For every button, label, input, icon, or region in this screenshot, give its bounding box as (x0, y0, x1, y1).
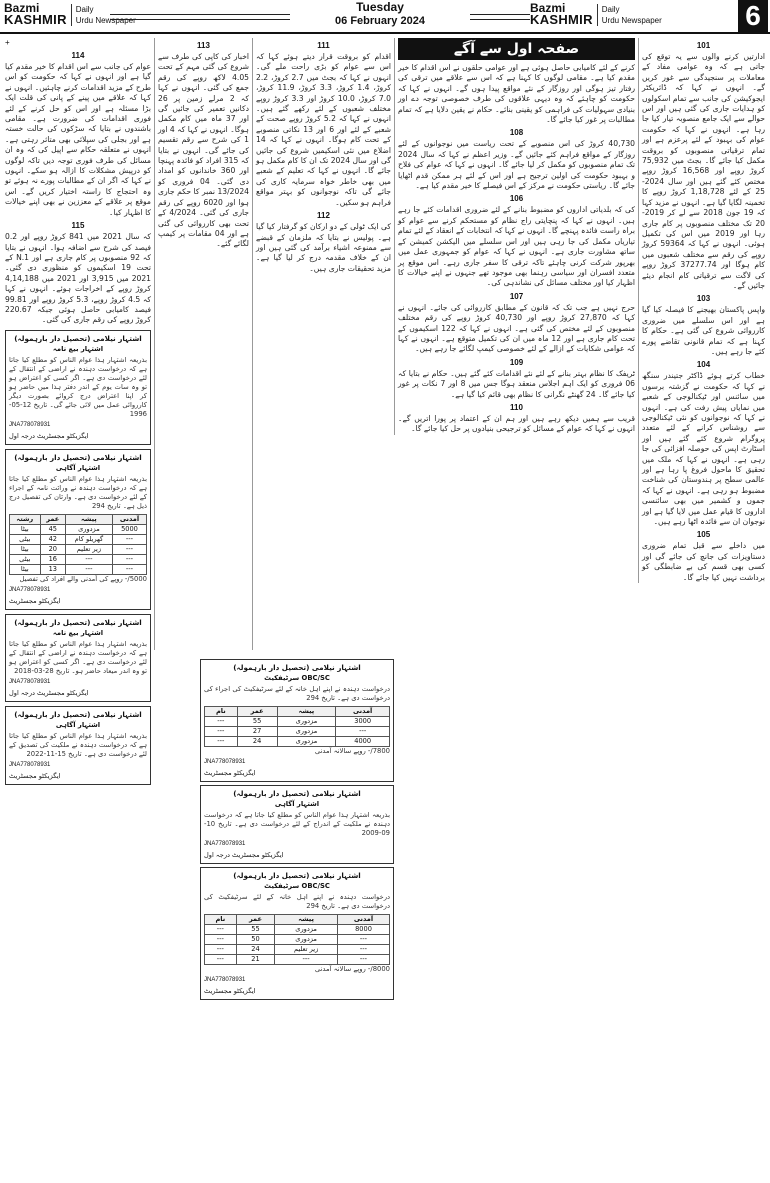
table-header: آمدنی (338, 915, 390, 925)
ad-signature: ایگزیکٹو مجسٹریٹ (9, 771, 61, 780)
table-cell: بیٹی (10, 534, 41, 544)
classified-ad (5, 449, 151, 610)
table-row (205, 945, 390, 955)
ad-subtitle: اشتہار بیع نامہ (52, 628, 104, 637)
story-text: واپس پاکستان بھیجنے کا فیصلہ کیا گیا ہے اور اس سلسلے میں ضروری کارروائی شروع کی گئی ہے۔ حکام کا کہنا ہے کہ تمام قانونی تقاضے پورے کئے جا رہے ہیں۔ (642, 305, 765, 356)
table-cell: --- (205, 727, 238, 737)
table-header: پیشہ (275, 915, 338, 925)
ad-footer: 8000/- روپے سالانہ آمدنی (314, 965, 390, 973)
ad-signature: ایگزیکٹو مجسٹریٹ درجہ اول (9, 431, 89, 440)
table-cell: 4000 (336, 737, 390, 747)
ad-signature: ایگزیکٹو مجسٹریٹ درجہ اول (9, 688, 89, 697)
ad-title: اشتہار نیلامی (تحصیل دار بارہمولہ) (14, 333, 142, 343)
column-5 (638, 38, 768, 583)
header-rule (470, 14, 530, 20)
table-cell: بیٹا (10, 544, 41, 554)
table-cell: 8000 (338, 925, 390, 935)
brand-name-line1: Bazmi (4, 1, 40, 15)
ad-signature: ایگزیکٹو مجسٹریٹ (9, 596, 61, 605)
page-number: 6 (738, 0, 768, 32)
brand-name-line1: Bazmi (530, 1, 566, 15)
classified-ad (5, 330, 151, 445)
section-number: 113 (197, 41, 210, 50)
ad-subtitle: اشتہار آگاہی (274, 800, 320, 808)
brand-tag-line2: Urdu Newspaper (75, 16, 136, 25)
section-number: 106 (509, 194, 524, 204)
ad-body: بذریعہ اشتہار ہذا عوام الناس کو مطلع کیا جاتا ہے کہ درخواست دہندہ نے وراثت نامہ کے اجراء کے لئے درخواست دی ہے۔ وارثان کی تفصیل درج ذیل ہے۔ تاریخ 294 (9, 474, 147, 510)
table-row (10, 534, 147, 544)
ad-title: اشتہار نیلامی (تحصیل دار بارہمولہ) (233, 871, 361, 880)
table-cell: 20 (40, 544, 65, 554)
ad-table (204, 914, 390, 965)
table-cell: --- (205, 935, 237, 945)
ad-title: اشتہار نیلامی (تحصیل دار بارہمولہ) (14, 452, 142, 462)
table-cell: --- (205, 737, 238, 747)
ad-subtitle: اشتہار بیع نامہ (52, 344, 104, 353)
table-cell: بیٹی (10, 554, 41, 564)
ad-title: اشتہار نیلامی (تحصیل دار بارہمولہ) (14, 709, 142, 719)
ad-table (9, 514, 147, 575)
section-number: 103 (696, 294, 711, 304)
table-cell: --- (336, 727, 390, 737)
ad-reference: JNA778078931 (204, 977, 246, 983)
table-cell: 24 (236, 945, 275, 955)
table-cell: --- (65, 564, 112, 574)
table-cell: --- (338, 955, 390, 965)
story-text: کہ سال 2021 میں 841 کروڑ روپے اور 0.2 فیصد کی شرح سے اضافہ ہوا۔ انہوں نے بتایا کہ 92 منصوبوں پر کام جاری ہے اور 1.N کے تحت 19 اسکیموں کو منظوری دی گئی۔ 2021 میں 3,915 اور 2021 میں 4,14,188 کروڑ روپے کے اخراجات ہوئے۔ انہوں نے کہا کہ 4.5 کروڑ روپے، 5.3 کروڑ روپے اور 99.81 فیصد کامیابی حاصل ہوئی جبکہ 220.67 کروڑ روپے کی رقم جاری کی گئی۔ (5, 232, 152, 325)
ad-reference: JNA778078931 (9, 586, 51, 593)
story-text: کی کہ بلدیاتی اداروں کو مضبوط بنانے کے لئے ضروری اقدامات کئے جا رہے ہیں۔ انہوں نے کہا کہ پنچایتی راج نظام کو مستحکم کرنے سے عوام کو براہ راست فائدہ پہنچے گا۔ انہوں نے کہا کہ انتخابات کے انعقاد کے لئے تمام تیاریاں مکمل کی جا رہی ہیں اور اس سلسلے میں الیکشن کمیشن کے ساتھ مشاورت جاری ہے۔ انہوں نے کہا کہ عوام کو جمہوری عمل میں بھرپور شرکت کرنی چاہئے تاکہ ترقی کا سفر جاری رہے۔ اس موقع پر متعدد افسران اور سیاسی رہنما بھی موجود تھے جنہوں نے اپنے خیالات کا اظہار کیا اور مختلف مسائل کی نشاندہی کی۔ (398, 205, 635, 288)
ad-body: بذریعہ اشتہار ہذا عوام الناس کو مطلع کیا جاتا ہے کہ درخواست دہندہ نے ملکیت کی تصدیق کے لئے درخواست دی ہے۔ تاریخ 15-11-2022 (9, 731, 147, 758)
table-cell: 45 (40, 524, 65, 534)
table-cell: 21 (236, 955, 275, 965)
table-row (205, 955, 390, 965)
table-cell: زیر تعلیم (65, 544, 112, 554)
table-row (205, 717, 390, 727)
section-number: 111 (317, 41, 330, 50)
ad-body: بذریعہ اشتہار ہذا عوام الناس کو مطلع کیا جاتا ہے کہ درخواست دہندہ نے اراضی کے انتقال کے لئے درخواست دی ہے۔ اگر کسی کو اعتراض ہو تو وہ اندر میعاد حاضر ہو۔ تاریخ 28-03-2018 (9, 639, 147, 675)
table-cell: --- (112, 544, 146, 554)
table-cell: 50 (236, 935, 275, 945)
section-number: 105 (696, 530, 711, 540)
section-number: 109 (509, 357, 524, 367)
story-text: 40,730 کروڑ کی اس منصوبے کے تحت ریاست میں نوجوانوں کے لئے روزگار کے مواقع فراہم کئے جائیں گے۔ وزیر اعظم نے کہا کہ سال 2024 تک تمام منصوبوں کو مکمل کر لیا جائے گا۔ انہوں نے کہا کہ عوام کی فلاح و بہبود حکومت کی اولین ترجیح ہے اور اس کے لئے ہر ممکن قدم اٹھایا جائے گا۔ ریاستی حکومت نے مرکز کے اس فیصلے کا خیر مقدم کیا ہے۔ (398, 139, 635, 191)
ad-reference: JNA778078931 (204, 759, 246, 765)
table-cell: 27 (237, 727, 277, 737)
table-header: عمر (236, 915, 275, 925)
brand-tag-line2: Urdu Newspaper (601, 16, 662, 25)
ad-body: درخواست دہندہ نے اپنے اہل خانہ کے لئے سرٹیفکیٹ کی درخواست دی ہے۔ تاریخ 294 (204, 893, 390, 910)
section-number: 101 (696, 41, 711, 50)
table-cell: مزدوری (65, 524, 112, 534)
table-cell: مزدوری (277, 727, 336, 737)
table-header: آمدنی (112, 514, 146, 524)
story-text: کی ایک ٹولی کے دو ارکان کو گرفتار کیا گیا ہے۔ پولیس نے بتایا کہ ملزمان کے قبضے سے ممنوعہ اشیاء برآمد کی گئی ہیں اور ان کے خلاف مقدمہ درج کر لیا گیا ہے۔ مزید تحقیقات جاری ہیں۔ (256, 222, 391, 273)
table-cell: --- (338, 935, 390, 945)
section-number: 115 (71, 221, 85, 231)
ad-reference: JNA778078931 (204, 841, 246, 847)
table-cell: --- (275, 955, 338, 965)
story-text: میں داخلے سے قبل تمام ضروری دستاویزات کی جانچ کی جائے گی اور کسی بھی قسم کی بے ضابطگی کو برداشت نہیں کیا جائے گا۔ (642, 541, 765, 582)
bullet-marker: + (5, 38, 10, 47)
table-row (10, 564, 147, 574)
table-header: پیشہ (65, 514, 112, 524)
ad-signature: ایگزیکٹو مجسٹریٹ درجہ اول (204, 851, 284, 859)
table-cell: بیٹا (10, 564, 41, 574)
ad-subtitle: اشتہار آگاہی (55, 720, 101, 729)
table-cell: --- (205, 955, 237, 965)
table-row (10, 554, 147, 564)
ad-subtitle: اشتہار آگاہی (55, 463, 101, 472)
table-cell: --- (112, 564, 146, 574)
issue-day: Tuesday (356, 0, 404, 14)
ad-subtitle: OBC/SC سرٹیفکیٹ (264, 674, 330, 682)
table-cell: مزدوری (277, 717, 336, 727)
table-cell: گھریلو کام (65, 534, 112, 544)
section-number: 112 (317, 211, 330, 221)
section-number: 114 (71, 51, 85, 60)
table-row (205, 925, 390, 935)
table-cell: 55 (237, 717, 277, 727)
brand-tag-line1: Daily (601, 5, 620, 14)
table-cell: 24 (237, 737, 277, 747)
ad-body: بذریعہ اشتہار ہذا عوام الناس کو مطلع کیا جاتا ہے کہ درخواست دہندہ نے ملکیت کے اندراج کے لئے درخواست دی ہے۔ تاریخ 10-09-2009 (204, 811, 390, 837)
ad-body: بذریعہ اشتہار ہذا عوام الناس کو مطلع کیا جاتا ہے کہ درخواست دہندہ نے اراضی کے انتقال کے لئے درخواست دی ہے۔ اگر کسی کو اعتراض ہو تو وہ سات یوم کے اندر دفتر ہذا میں حاضر ہو کر اپنا اعتراض درج کروائے بصورت دیگر کارروائی عمل میں لائی جائے گی۔ تاریخ 12-05-1996 (9, 355, 147, 418)
issue-date: 06 February 2024 (335, 15, 425, 27)
table-header: عمر (40, 514, 65, 524)
story-text: قریب سے ہمیں دیکھ رہے ہیں اور ہم ان کے اعتماد پر پورا اتریں گے۔ انہوں نے کہا کہ عوام کے مسائل کو ترجیحی بنیادوں پر حل کیا جائے گا۔ (398, 413, 635, 434)
table-cell: زیر تعلیم (275, 945, 338, 955)
table-row (205, 935, 390, 945)
table-header: عمر (237, 707, 277, 717)
ad-table (204, 706, 390, 747)
ad-subtitle: OBC/SC سرٹیفکیٹ (264, 882, 330, 890)
table-cell: 13 (40, 564, 65, 574)
ad-signature: ایگزیکٹو مجسٹریٹ (204, 987, 256, 995)
ad-footer: 7800/- روپے سالانہ آمدنی (314, 747, 390, 755)
classified-ad (200, 867, 394, 1000)
table-row (205, 727, 390, 737)
table-cell: مزدوری (275, 925, 338, 935)
brand-name-line2: KASHMIR (4, 12, 67, 27)
table-cell: 55 (236, 925, 275, 935)
table-row (205, 737, 390, 747)
header-rule (110, 14, 290, 20)
story-text: اخبار کی کاپی کی طرف سے شروع کی گئی مہم کے تحت 4.05 لاکھ روپے کی رقم جمع کی گئی۔ انہوں نے کہا کہ 2 مرلے زمین پر 26 دکانیں تعمیر کی جائیں گی اور 37 ماہ میں کام مکمل ہوگا۔ انہوں نے کہا کہ 4 اور 1 کی شرح سے رقم تقسیم کی جائے گی۔ انہوں نے بتایا کہ 315 افراد کو فائدہ پہنچا اور 360 خاندانوں کو امداد دی گئی۔ 04 فروری کو 13/2024 نمبر کا حکم جاری ہوا اور 6020 روپے کی رقم جاری کی گئی۔ 4/2024 کے تحت بھی کارروائی کی گئی ہے اور 04 مقامات پر کیمپ لگائے گئے۔ (158, 52, 250, 249)
ad-reference: JNA778078931 (9, 761, 51, 768)
story-text: خطاب کرتے ہوئے ڈاکٹر جتیندر سنگھ نے کہا کہ حکومت نے گزشتہ برسوں میں سائنس اور ٹیکنالوجی کے شعبے میں نمایاں پیش رفت کی ہے۔ انہوں نے کہا کہ نوجوانوں کو نئی ٹیکنالوجی سے روشناس کرانے کے لئے متعدد پروگرام شروع کئے گئے ہیں اور اسٹارٹ اپس کی حوصلہ افزائی کی جا رہی ہے۔ انہوں نے کہا کہ ملک میں تحقیق کا ماحول فروغ پا رہا ہے اور عالمی سطح پر ہندوستان کی شناخت مضبوط ہو رہی ہے۔ انہوں نے کہا کہ جموں و کشمیر میں بھی سائنسی اداروں کا قیام عمل میں لایا گیا ہے اور نوجوان ان سے فائدہ اٹھا رہے ہیں۔ (642, 371, 765, 527)
brand-tag-line1: Daily (75, 5, 94, 14)
classified-ad (5, 614, 151, 702)
table-cell: --- (205, 945, 237, 955)
table-header: رشتہ (10, 514, 41, 524)
ad-title: اشتہار نیلامی (تحصیل دار بارہمولہ) (233, 789, 361, 798)
story-text: ٹریفک کا نظام بہتر بنانے کے لئے نئے اقدامات کئے گئے ہیں۔ حکام نے بتایا کہ 06 فروری کو ایک اہم اجلاس منعقد ہوگا جس میں 8 اور 7 نکات پر غور کیا جائے گا۔ 24 گھنٹے نگرانی کا نظام بھی قائم کیا گیا ہے۔ (398, 368, 635, 399)
classified-ad (200, 659, 394, 782)
ads-middle (200, 656, 394, 1003)
issue-date-block (290, 0, 470, 28)
table-cell: --- (112, 534, 146, 544)
story-text: کرنے کے لئے کامیابی حاصل ہوئی ہے اور عوامی حلقوں نے اس اقدام کا خیر مقدم کیا ہے۔ مقامی لوگوں کا کہنا ہے کہ اس سے علاقے میں ترقی کی رفتار تیز ہوگی اور روزگار کے نئے مواقع پیدا ہوں گے۔ انہوں نے کہا کہ حکومت کو چاہئے کہ وہ دیہی علاقوں کی طرف خصوصی توجہ دے اور بنیادی سہولیات کی فراہمی کو یقینی بنائے۔ حکام نے یقین دلایا ہے کہ تمام مطالبات پر غور کیا جائے گا۔ (398, 63, 635, 125)
table-cell: --- (112, 554, 146, 564)
section-banner: صفحہ اول سے آگے (398, 38, 635, 60)
ad-body: درخواست دہندہ نے اپنے اہل خانہ کے لئے سرٹیفکیٹ کی اجراء کی درخواست دی ہے۔ تاریخ 294 (204, 685, 390, 702)
table-cell: مزدوری (277, 737, 336, 747)
ad-signature: ایگزیکٹو مجسٹریٹ (204, 769, 256, 777)
table-cell: مزدوری (275, 935, 338, 945)
ad-title: اشتہار نیلامی (تحصیل دار بارہمولہ) (233, 663, 361, 672)
table-cell: بیٹا (10, 524, 41, 534)
brand-right (530, 2, 662, 26)
column-2 (154, 38, 252, 650)
table-cell: --- (338, 945, 390, 955)
column-1 (2, 38, 154, 1178)
column-3 (252, 38, 394, 650)
story-text: ادارتیں کرنے والوں سے یہ توقع کی جاتی ہے کہ وہ عوامی مفاد کے معاملات پر سنجیدگی سے غور کریں گے۔ انہوں نے کہا کہ ڈائریکٹر ایجوکیشن کی جانب سے تمام اسکولوں کو ہدایات جاری کی گئی ہیں اور اس حوالے سے ایک جامع منصوبہ تیار کیا جا رہا ہے۔ انہوں نے کہا کہ حکومت عوام کی بہبود کے لئے پرعزم ہے اور تمام ترقیاتی منصوبوں کو بروقت مکمل کیا جائے گا۔ بجٹ میں 75,932 کروڑ روپے اور 16,568 کروڑ روپے مختص کئے گئے ہیں اور سال 2024-25 کے لئے 1,18,728 کروڑ روپے کا تخمینہ لگایا گیا ہے۔ انہوں نے مزید کہا کہ 19 جون 2018 سے لے کر 2019-20 تک مختلف منصوبوں پر کام جاری رہا اور 2019 میں اس کی تکمیل ہوئی۔ انہوں نے کہا کہ 59364 کروڑ روپے کی رقم سے مختلف شعبوں میں کام ہوگا اور 37277.74 کروڑ روپے کی لاگت سے ترقیاتی کام انجام دیئے جائیں گے۔ (642, 52, 766, 290)
table-row (10, 544, 147, 554)
table-cell: 42 (40, 534, 65, 544)
section-number: 104 (696, 360, 711, 370)
section-number: 107 (509, 291, 524, 301)
table-row (10, 524, 147, 534)
section-number: 110 (510, 402, 523, 412)
story-text: حرج نہیں ہے جب تک کہ قانون کے مطابق کارروائی کی جائے۔ انہوں نے کہا کہ 27,870 کروڑ روپے اور 40,730 کروڑ روپے کی رقم مختلف منصوبوں کے لئے مختص کی گئی ہے۔ انہوں نے کہا کہ 122 اسکیموں کے تحت کام جاری ہے اور 12 ماہ میں ان کی تکمیل متوقع ہے۔ انہوں نے کہا کہ عوامی شکایات کے ازالے کے لئے خصوصی کیمپ لگائے جا رہے ہیں۔ (398, 302, 635, 354)
column-4 (394, 38, 638, 435)
table-cell: --- (205, 717, 238, 727)
ad-title: اشتہار نیلامی (تحصیل دار بارہمولہ) (14, 617, 142, 627)
ad-footer: 5000/- روپے کی آمدنی والے افراد کی تفصیل (19, 574, 147, 583)
table-header: پیشہ (277, 707, 336, 717)
classified-ad (5, 706, 151, 785)
table-header: نام (205, 915, 237, 925)
masthead (0, 0, 770, 34)
classified-ad (200, 785, 394, 864)
ad-reference: JNA778078931 (9, 678, 51, 685)
ad-reference: JNA778078931 (9, 421, 51, 428)
story-text: عوام کی جانب سے اس اقدام کا خیر مقدم کیا گیا ہے اور انہوں نے کہا کہ حکومت کو اس طرح کے مزید اقدامات کرنے چاہئیں۔ انہوں نے کہا کہ علاقے میں پینے کے پانی کی قلت ایک بڑا مسئلہ ہے اور اس کو حل کرنے کے لئے فوری اقدامات کی ضرورت ہے۔ مقامی باشندوں نے بتایا کہ سڑکوں کی حالت خستہ ہے اور بجلی کی سپلائی بھی متاثر رہتی ہے۔ انہوں نے متعلقہ حکام سے اپیل کی کہ وہ ان مسائل کی طرف فوری توجہ دیں تاکہ لوگوں کو درپیش مشکلات کا ازالہ ہو سکے۔ انہوں نے کہا کہ اگر ان کے مطالبات پورے نہ ہوئے تو وہ احتجاج کا راستہ اختیار کریں گے۔ اس موقع پر علاقے کے معززین نے بھی اپنے خیالات کا اظہار کیا۔ (5, 62, 151, 217)
section-number: 108 (509, 128, 524, 138)
table-cell: --- (65, 554, 112, 564)
table-cell: 5000 (112, 524, 146, 534)
table-header: نام (205, 707, 238, 717)
table-header: آمدنی (336, 707, 390, 717)
table-cell: 3000 (336, 717, 390, 727)
brand-name-line2: KASHMIR (530, 12, 593, 27)
table-cell: --- (205, 925, 237, 935)
story-text: اقدام کو بروقت قرار دیتے ہوئے کہا کہ اس سے عوام کو بڑی راحت ملے گی۔ انہوں نے کہا کہ بجٹ میں 2.7 کروڑ، 2.2 کروڑ، 1.4 کروڑ، 3.3 کروڑ، 11.9 کروڑ، 7.0 کروڑ، 10.0 کروڑ اور 3.3 کروڑ روپے مختلف شعبوں کے لئے رکھے گئے ہیں۔ انہوں نے کہا کہ 5.2 کروڑ روپے صحت کے شعبے کے لئے اور 6 اور 13 نکاتی منصوبے کے تحت کام ہوگا۔ انہوں نے کہا کہ 14 اضلاع میں نئی اسکیمیں شروع کی جائیں گی اور سال 2024 تک ان کا کام مکمل ہو جائے گا۔ انہوں نے کہا کہ تعلیم کے شعبے میں بھی خاطر خواہ سرمایہ کاری کی جائے گی تاکہ نوجوانوں کو بہتر مواقع فراہم ہو سکیں۔ (256, 52, 391, 207)
table-cell: 16 (40, 554, 65, 564)
